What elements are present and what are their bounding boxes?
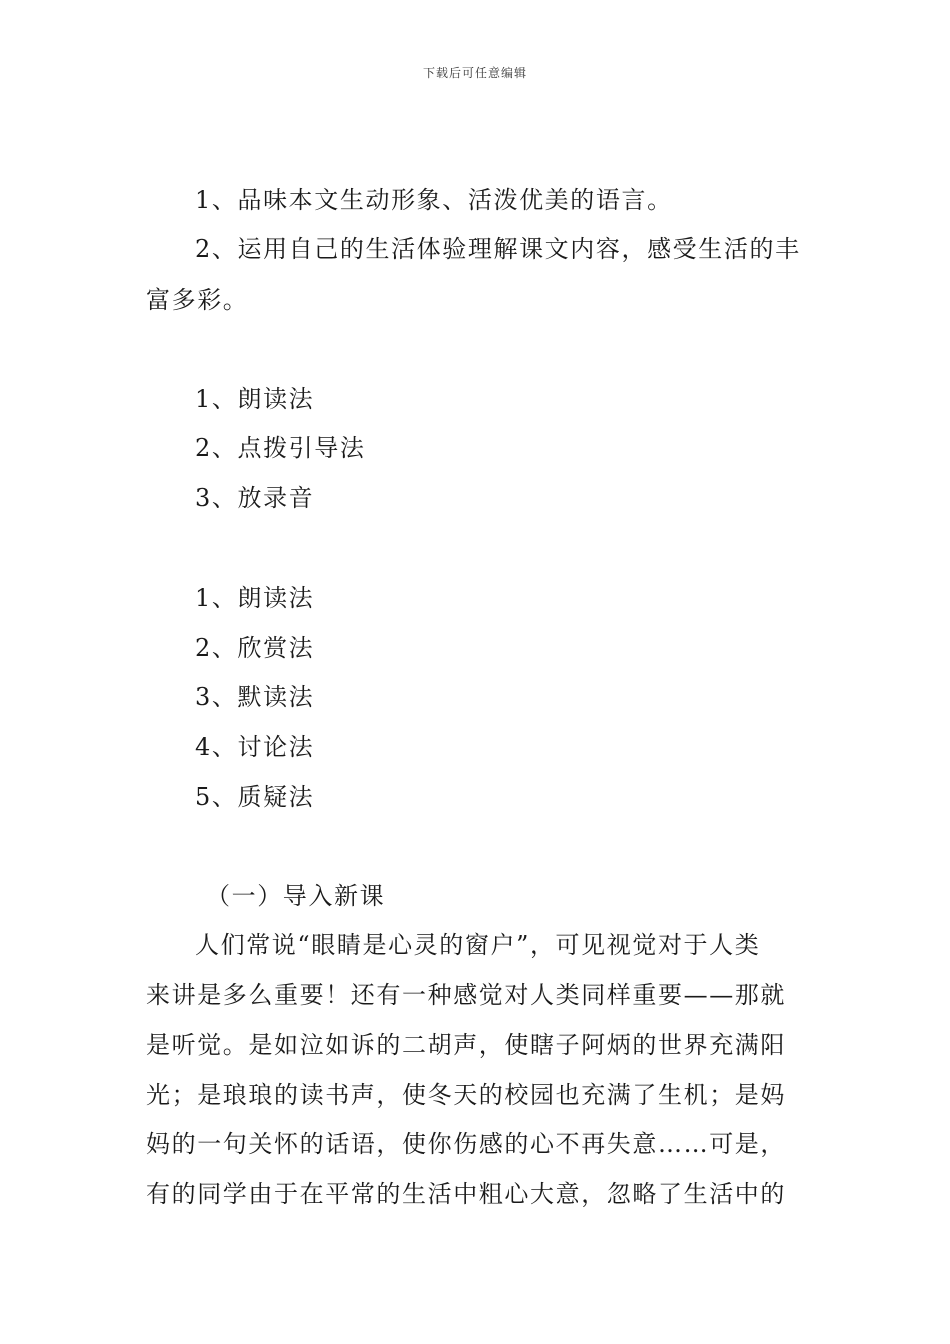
learning-method-item: 4、讨论法 (195, 733, 315, 761)
paragraph-line: 妈的一句关怀的话语，使你伤感的心不再失意……可是， (146, 1130, 786, 1158)
teaching-method-item: 1、朗读法 (195, 385, 315, 413)
objective-item: 2、运用自己的生活体验理解课文内容，感受生活的丰 (195, 235, 801, 263)
teaching-method-item: 3、放录音 (195, 484, 315, 512)
paragraph-line: 来讲是多么重要！还有一种感觉对人类同样重要——那就 (146, 981, 786, 1009)
paragraph-line: 光；是琅琅的读书声，使冬天的校园也充满了生机；是妈 (146, 1081, 786, 1109)
objective-item: 1、品味本文生动形象、活泼优美的语言。 (195, 186, 673, 214)
paragraph-line: 是听觉。是如泣如诉的二胡声，使瞎子阿炳的世界充满阳 (146, 1031, 786, 1059)
page-header: 下载后可任意编辑 (422, 66, 527, 80)
teaching-method-item: 2、点拨引导法 (195, 434, 366, 462)
objective-item-continuation: 富多彩。 (146, 286, 249, 314)
learning-method-item: 5、质疑法 (195, 783, 315, 811)
learning-method-item: 1、朗读法 (195, 584, 315, 612)
paragraph-line: 有的同学由于在平常的生活中粗心大意，忽略了生活中的 (146, 1180, 786, 1208)
learning-method-item: 2、欣赏法 (195, 634, 315, 662)
paragraph-line: 人们常说“眼睛是心灵的窗户”，可见视觉对于人类 (195, 931, 761, 959)
learning-method-item: 3、默读法 (195, 683, 315, 711)
section-heading: （一）导入新课 (206, 882, 386, 910)
